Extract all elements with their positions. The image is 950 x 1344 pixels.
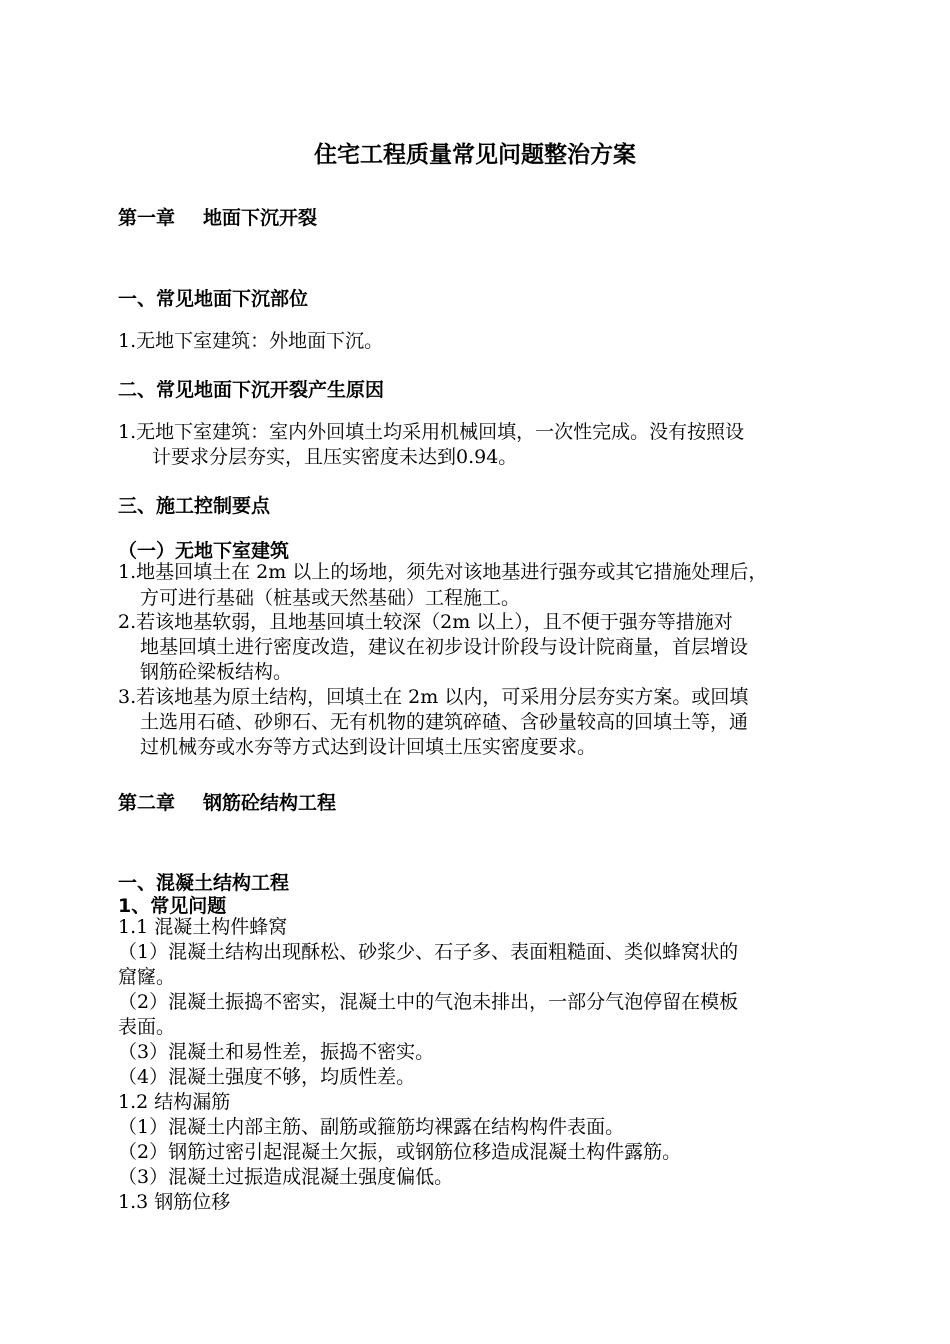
chapter-1-number: 第一章 <box>118 207 176 229</box>
paragraph-line: （1）混凝土内部主筋、副筋或箍筋均裸露在结构构件表面。 <box>118 1116 625 1138</box>
paragraph-line: （3）混凝土过振造成混凝土强度偏低。 <box>118 1166 454 1188</box>
paragraph-line: 方可进行基础（桩基或天然基础）工程施工。 <box>140 587 521 609</box>
paragraph-line: 表面。 <box>118 1016 176 1038</box>
paragraph-line: 1.3 钢筋位移 <box>118 1191 231 1213</box>
chapter-1-title: 地面下沉开裂 <box>203 207 318 229</box>
paragraph-line: 1.无地下室建筑：外地面下沉。 <box>118 330 384 352</box>
paragraph-line: 1.2 结构漏筋 <box>118 1091 231 1113</box>
paragraph-line: （4）混凝土强度不够，均质性差。 <box>118 1066 416 1088</box>
paragraph-line: 钢筋砼梁板结构。 <box>140 661 293 683</box>
paragraph-line: （2）混凝土振捣不密实，混凝土中的气泡未排出，一部分气泡停留在模板 <box>118 991 739 1013</box>
chapter-2-number: 第二章 <box>118 792 176 814</box>
paragraph-line: 土选用石碴、砂卵石、无有机物的建筑碎碴、含砂量较高的回填土等，通 <box>140 711 749 733</box>
chapter-2-title: 钢筋砼结构工程 <box>203 792 337 814</box>
paragraph-line: 3.若该地基为原土结构，回填土在 2m 以内，可采用分层夯实方案。或回填 <box>118 686 749 708</box>
document-title: 住宅工程质量常见问题整治方案 <box>314 142 636 168</box>
section-1-heading: 一、常见地面下沉部位 <box>118 288 309 310</box>
section-3-heading: 三、施工控制要点 <box>118 495 271 517</box>
subsection-heading: 1、常见问题 <box>118 895 227 917</box>
paragraph-line: 计要求分层夯实，且压实密度未达到0.94。 <box>152 446 518 468</box>
section-2-heading: 二、常见地面下沉开裂产生原因 <box>118 379 385 401</box>
paragraph-line: 1.地基回填土在 2m 以上的场地，须先对该地基进行强夯或其它措施处理后， <box>118 561 768 583</box>
paragraph-line: 2.若该地基软弱，且地基回填土较深（2m 以上），且不便于强夯等措施对 <box>118 611 733 633</box>
chapter-1-heading <box>118 203 317 230</box>
paragraph-line: （1）混凝土结构出现酥松、砂浆少、石子多、表面粗糙面、类似蜂窝状的 <box>118 941 739 963</box>
section-heading: 一、混凝土结构工程 <box>118 872 290 894</box>
paragraph-line: 过机械夯或水夯等方式达到设计回填土压实密度要求。 <box>140 736 597 758</box>
subsection-heading: （一）无地下室建筑 <box>118 540 290 562</box>
paragraph-line: （2）钢筋过密引起混凝土欠振，或钢筋位移造成混凝土构件露筋。 <box>118 1141 682 1163</box>
paragraph-line: 地基回填土进行密度改造，建议在初步设计阶段与设计院商量，首层增设 <box>140 636 749 658</box>
chapter-2-heading <box>118 788 336 815</box>
paragraph-line: （3）混凝土和易性差，振捣不密实。 <box>118 1041 435 1063</box>
paragraph-line: 1.1 混凝土构件蜂窝 <box>118 916 288 938</box>
paragraph-line: 1.无地下室建筑：室内外回填土均采用机械回填，一次性完成。没有按照设 <box>118 421 745 443</box>
paragraph-line: 窟窿。 <box>118 966 176 988</box>
